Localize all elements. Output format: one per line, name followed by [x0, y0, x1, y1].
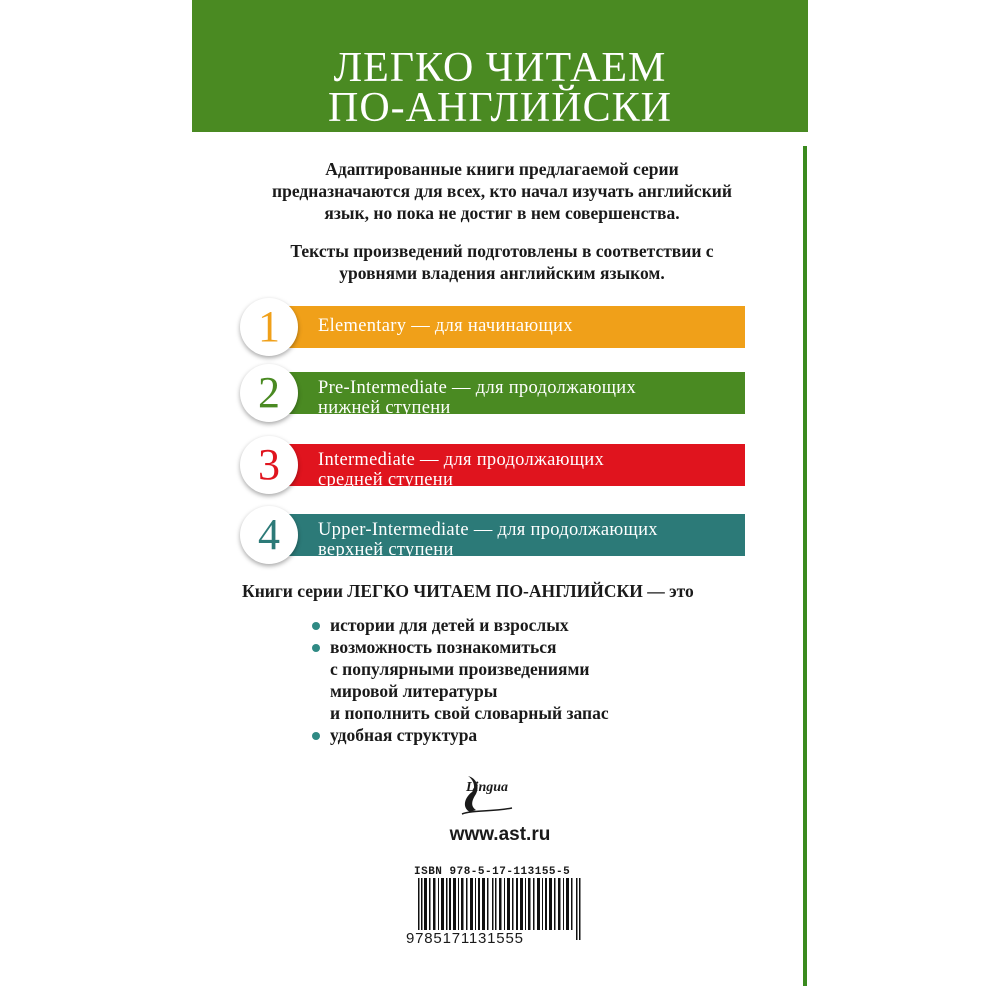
feature-item: [312, 636, 732, 724]
feature-item: [312, 614, 732, 636]
barcode-number: 9785171131555: [406, 930, 524, 947]
level-2-text: [318, 378, 748, 418]
feature-line: мировой литературы: [330, 681, 498, 701]
publisher-website: www.ast.ru: [449, 824, 551, 845]
book-back-cover: [192, 0, 810, 1000]
isbn-text: ISBN 978-5-17-113155-5: [414, 866, 571, 878]
level-2-line1: Pre-Intermediate — для продолжающих: [318, 378, 637, 398]
level-4-line1: Upper-Intermediate — для продолжающих: [318, 520, 658, 540]
feature-line: возможность познакомиться: [330, 637, 557, 657]
level-2-line2: нижней ступени: [318, 398, 451, 418]
features-list: [312, 614, 732, 746]
bullet-dot-icon: [312, 644, 320, 652]
publisher-logo-text: Lingua: [466, 780, 509, 795]
level-1-number: 1: [240, 298, 298, 356]
level-3-text: [318, 450, 748, 490]
intro-paragraph-1: Адаптированные книги предлагаемой серии предназначаются для всех, кто начал изучать английский язык, но пока не достиг в нем совершенства.: [272, 159, 732, 223]
level-3-number: 3: [240, 436, 298, 494]
bullet-dot-icon: [312, 732, 320, 740]
level-4-line2: верхней ступени: [318, 540, 454, 560]
feature-line: удобная структура: [330, 725, 478, 745]
feature-line: с популярными произведениями: [330, 659, 590, 679]
spine-divider: [803, 146, 807, 986]
level-3-line2: средней ступени: [318, 470, 454, 490]
feature-line: и пополнить свой словарный запас: [330, 703, 609, 723]
bullet-dot-icon: [312, 622, 320, 630]
series-lead-sentence: Книги серии ЛЕГКО ЧИТАЕМ ПО-АНГЛИЙСКИ — это: [242, 581, 694, 601]
level-4-text: [318, 520, 748, 560]
feature-line: истории для детей и взрослых: [330, 615, 569, 635]
series-title-line2: ПО-АНГЛИЙСКИ: [328, 85, 672, 131]
feature-item: [312, 724, 732, 746]
level-4-number: 4: [240, 506, 298, 564]
series-header: [192, 0, 808, 132]
level-2-number: 2: [240, 364, 298, 422]
level-1-text: [318, 316, 748, 336]
intro-paragraph-2: Тексты произведений подготовлены в соответствии с уровнями владения английским языком.: [290, 241, 714, 283]
level-1-line1: Elementary — для начинающих: [318, 316, 573, 336]
level-3-line1: Intermediate — для продолжающих: [318, 450, 605, 470]
series-title-line1: ЛЕГКО ЧИТАЕМ: [333, 45, 667, 91]
